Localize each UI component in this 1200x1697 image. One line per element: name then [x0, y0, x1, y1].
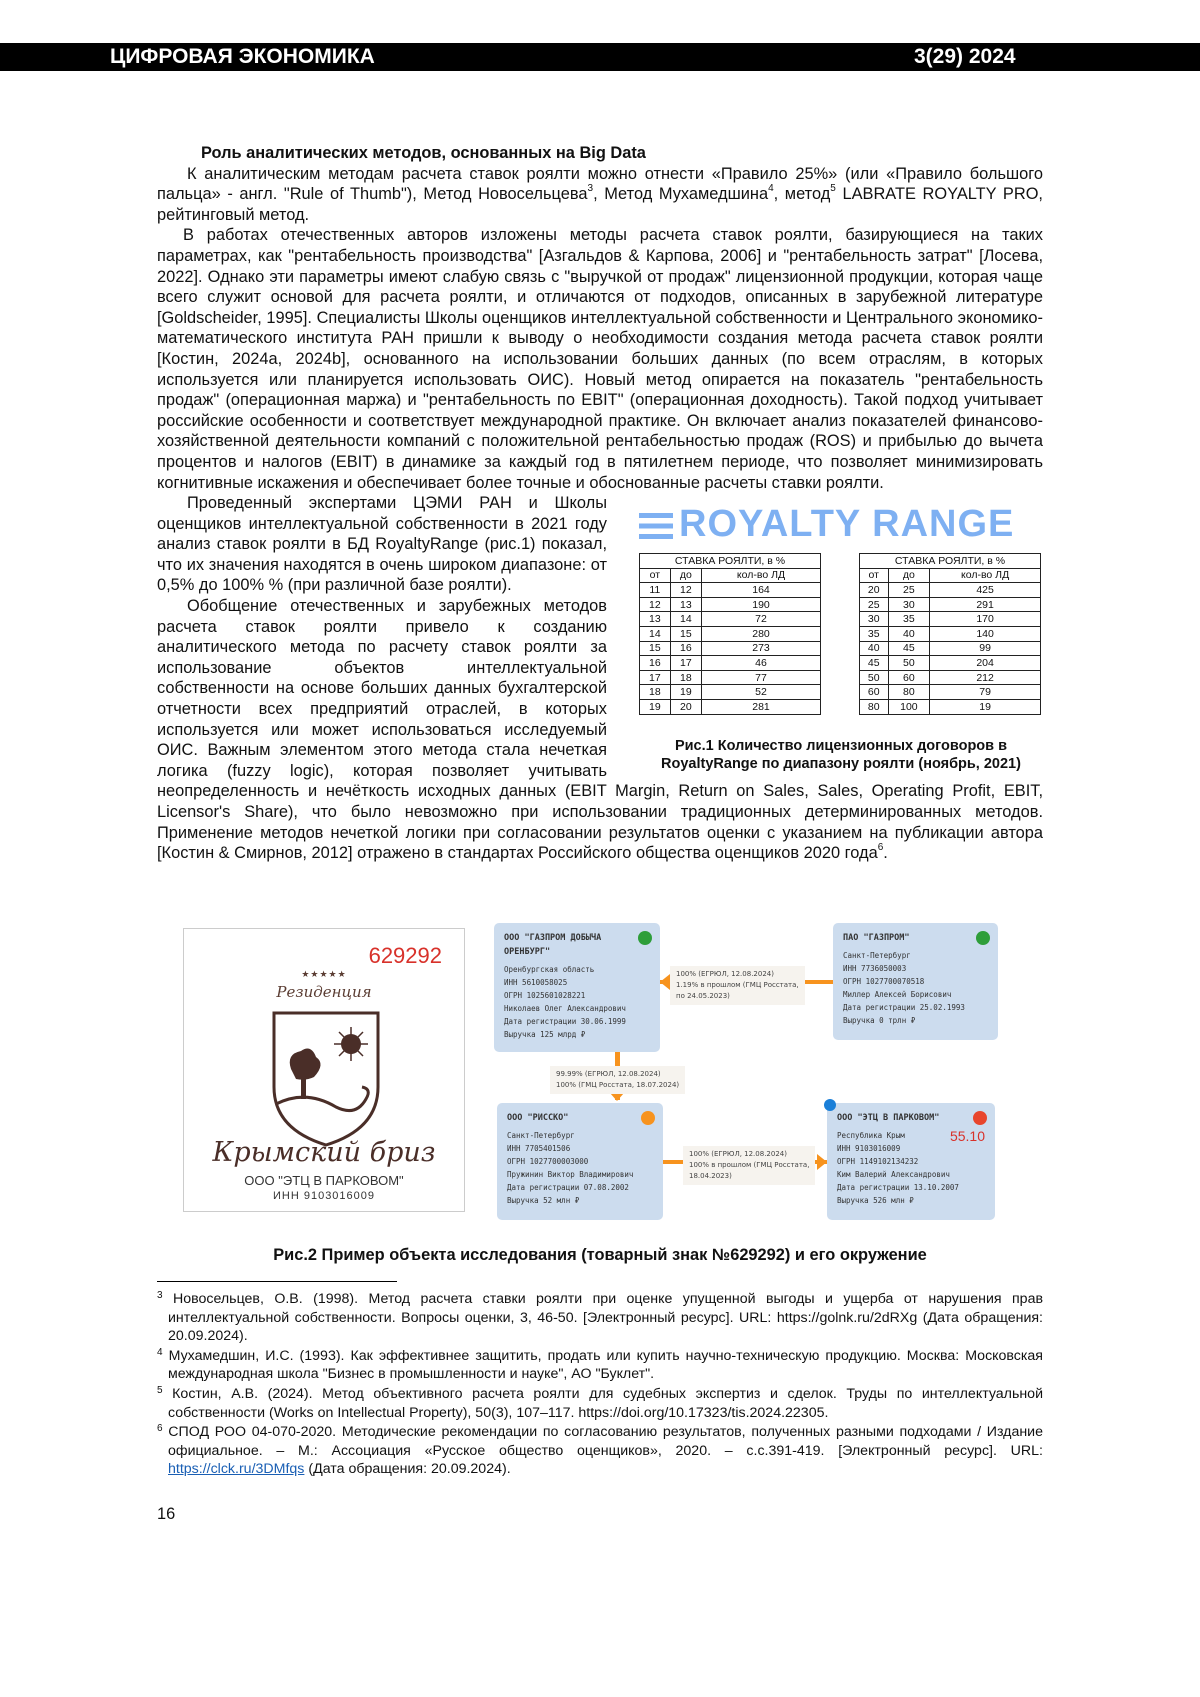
- company-detail: Ким Валерий Александрович: [837, 1168, 985, 1181]
- trademark-owner: ООО "ЭТЦ В ПАРКОВОМ": [184, 1173, 464, 1188]
- company-detail: Выручка 52 млн ₽: [507, 1194, 653, 1207]
- issue-number: 3(29) 2024: [914, 43, 1016, 71]
- table-cell: 16: [640, 656, 671, 671]
- table-cell: 52: [702, 685, 821, 700]
- company-detail: Пружинин Виктор Владимирович: [507, 1168, 653, 1181]
- table-row: [640, 656, 821, 671]
- table-cell: 14: [640, 627, 671, 642]
- table-row: [860, 597, 1041, 612]
- table-cell: 35: [860, 627, 889, 642]
- table-cell: 204: [930, 656, 1041, 671]
- trademark-number: 629292: [369, 943, 442, 969]
- column-header: до: [670, 568, 701, 583]
- company-detail: Дата регистрации 13.10.2007: [837, 1181, 985, 1194]
- column-header: от: [860, 568, 889, 583]
- table-cell: 291: [930, 597, 1041, 612]
- shield-emblem-icon: [266, 1009, 386, 1149]
- table-cell: 15: [670, 627, 701, 642]
- company-detail: Николаев Олег Александрович: [504, 1002, 650, 1015]
- table-cell: 25: [860, 597, 889, 612]
- figure-2: [0, 920, 1200, 1220]
- figure-1: [631, 499, 1051, 773]
- footnote: 3 Новосельцев, О.В. (1998). Метод расчета ставки роялти при оценке упущенной выгоды и ущерба от нарушения прав интеллектуальной собственности. Вопросы оценки, 3, 46-50. [Электронный ресурс]. URL: https://golnk.ru/2dRXg (Дата обращения: 20.09.2024).: [157, 1290, 1043, 1346]
- table-cell: 50: [888, 656, 930, 671]
- table-cell: 19: [670, 685, 701, 700]
- table-row: [860, 627, 1041, 642]
- table-cell: 19: [930, 700, 1041, 715]
- table-cell: 20: [670, 700, 701, 715]
- table-row: [640, 685, 821, 700]
- trademark-inn: ИНН 9103016009: [184, 1190, 464, 1202]
- company-detail: Дата регистрации 30.06.1999: [504, 1015, 650, 1028]
- table-cell: 45: [888, 641, 930, 656]
- table-cell: 15: [640, 641, 671, 656]
- status-icon: [641, 1111, 655, 1125]
- company-name: ООО "РИССКО": [507, 1111, 627, 1125]
- journal-title: ЦИФРОВАЯ ЭКОНОМИКА: [110, 43, 375, 71]
- table-cell: 12: [670, 583, 701, 598]
- arrow-right-icon: [817, 1154, 827, 1170]
- company-card[interactable]: [494, 923, 660, 1052]
- footnote-number: 5: [157, 1385, 163, 1396]
- table-cell: 60: [888, 670, 930, 685]
- footnotes: [157, 1290, 1043, 1480]
- table-cell: 25: [888, 583, 930, 598]
- company-name: ООО "ЭТЦ В ПАРКОВОМ": [837, 1111, 957, 1125]
- footnote-number: 4: [157, 1347, 163, 1358]
- company-detail: Санкт-Петербург: [843, 949, 988, 962]
- company-card[interactable]: [827, 1103, 995, 1220]
- column-header: кол-во ЛД: [930, 568, 1041, 583]
- status-icon: [973, 1111, 987, 1125]
- company-detail: ОГРН 1027700070518: [843, 975, 988, 988]
- company-card[interactable]: [833, 923, 998, 1040]
- arrow-down-icon: [610, 1093, 624, 1101]
- company-detail: Дата регистрации 25.02.1993: [843, 1001, 988, 1014]
- table-cell: 35: [888, 612, 930, 627]
- trademark-word-main: Крымский бриз: [184, 1137, 464, 1168]
- paragraph: Проведенный экспертами ЦЭМИ РАН и Школы оценщиков интеллектуальной собственности в 2021 году анализ ставок роялти в БД RoyaltyRange (рис.1) показал, что их значения находятся в очень широком диапазоне: от 0,5% до 100% % (при различной базе роялти).: [157, 493, 1043, 596]
- table-row: [640, 583, 821, 598]
- table-row: [860, 612, 1041, 627]
- paragraph: В работах отечественных авторов изложены методы расчета ставок роялти, базирующиеся на таких параметрах, как "рентабельность производства" [Азгальдов & Карпова, 2006] и "рентабельность затрат" [Лосева, 2022]. Однако эти параметры имеют слабую связь с "выручкой от продаж" лицензионной продукции, которая чаще всего служит основой для расчета роялти, и отличаются от подходов, описанных в зарубежной литературе [Goldscheider, 1995]. Специалисты Школы оценщиков интеллектуальной собственности и Центрального экономико-математического института РАН пришли к выводу о необходимости создания метода расчета ставок роялти [Костин, 2024a, 2024b], основанного на использовании больших данных (по всем отраслям, в которых используется или планируется использовать ОИС). Новый метод опирается на показатель "рентабельность продаж" (операционная маржа) и "рентабельность по EBIT" (операционная доходность). Такой подход учитывает российские особенности и соответствует международной практике. Он включает анализ показателей финансово-хозяйственной деятельности компаний с положительной рентабельностью продаж (ROS) и прибылью до вычета процентов и налогов (EBIT) в динамике за каждый год в пятилетнем периоде, что позволяет минимизировать когнитивные искажения и обеспечивает более точные и обоснованные расчеты ставки роялти.: [157, 225, 1043, 493]
- menu-bars-icon: [639, 513, 673, 539]
- company-detail: Миллер Алексей Борисович: [843, 988, 988, 1001]
- royalty-table-left: [639, 553, 821, 715]
- table-row: [640, 670, 821, 685]
- company-name: ПАО "ГАЗПРОМ": [843, 931, 963, 945]
- ownership-label: 99.99% (ЕГРЮЛ, 12.08.2024) 100% (ГМЦ Росстата, 18.07.2024): [550, 1066, 685, 1094]
- status-icon: [638, 931, 652, 945]
- company-detail: Республика Крым: [837, 1129, 985, 1142]
- table-cell: 281: [702, 700, 821, 715]
- trademark-word-top: Резиденция: [184, 983, 464, 1001]
- table-cell: 100: [888, 700, 930, 715]
- table-row: [640, 627, 821, 642]
- footnote-divider: [157, 1281, 397, 1282]
- table-cell: 140: [930, 627, 1041, 642]
- table-cell: 45: [860, 656, 889, 671]
- column-header: кол-во ЛД: [702, 568, 821, 583]
- table-cell: 18: [640, 685, 671, 700]
- footnote-link[interactable]: https://clck.ru/3DMfqs: [168, 1461, 304, 1477]
- company-card[interactable]: [497, 1103, 663, 1220]
- company-detail: ИНН 9103016009: [837, 1142, 985, 1155]
- table-cell: 280: [702, 627, 821, 642]
- footnote: 6 СПОД РОО 04-070-2020. Методические рекомендации по согласованию результатов, полученных разными подходами / Издание официальное. – М.: Ассоциация «Русское общество оценщиков», 2020. – с.с.391-419. [Электронный ресурс]. URL: https://clck.ru/3DMfqs (Дата обращения: 20.09.2024).: [157, 1423, 1043, 1479]
- table-cell: 50: [860, 670, 889, 685]
- table-cell: 19: [640, 700, 671, 715]
- table-row: [640, 612, 821, 627]
- table-cell: 80: [888, 685, 930, 700]
- table-cell: 164: [702, 583, 821, 598]
- table-cell: 14: [670, 612, 701, 627]
- company-name: ООО "ГАЗПРОМ ДОБЫЧА ОРЕНБУРГ": [504, 931, 624, 959]
- table-cell: 30: [860, 612, 889, 627]
- table-row: [640, 700, 821, 715]
- table-cell: 60: [860, 685, 889, 700]
- arrow-left-icon: [660, 974, 670, 990]
- table-cell: 17: [670, 656, 701, 671]
- table-title: СТАВКА РОЯЛТИ, в %: [860, 554, 1041, 569]
- table-cell: 99: [930, 641, 1041, 656]
- paragraph: Обобщение отечественных и зарубежных методов расчета ставок роялти привело к созданию аналитического метода по расчету ставок роялти за использование объектов интеллектуальной собственности на основе больших данных бухгалтерской отчетности всех предприятий отраслей, в которых используется или может использоваться исследуемый ОИС. Важным элементом этого метода стала нечеткая логика (fuzzy logic), которая позволяет учитывать неопределенность и нечёткость исходных данных (EBIT Margin, Return on Sales, Sales, Operating Profit, EBIT, Licensor's Share), что было невозможно при использовании традиционных детерминированных методов. Применение методов нечеткой логики при согласовании результатов оценки с указанием на публикации автора [Костин & Смирнов, 2012] отражено в стандартах Российского общества оценщиков 2020 года6.: [157, 596, 1043, 864]
- table-cell: 12: [640, 597, 671, 612]
- company-detail: Выручка 526 млн ₽: [837, 1194, 985, 1207]
- company-detail: Дата регистрации 07.08.2002: [507, 1181, 653, 1194]
- table-cell: 79: [930, 685, 1041, 700]
- column-header: от: [640, 568, 671, 583]
- footnote: 4 Мухамедшин, И.С. (1993). Как эффективнее защитить, продать или купить научно-техническую продукцию. Москва: Московская международная школа "Бизнес в промышленности и науке", АО "Буклет".: [157, 1347, 1043, 1384]
- ownership-label: 100% (ЕГРЮЛ, 12.08.2024) 1.19% в прошлом (ГМЦ Росстата, по 24.05.2023): [670, 966, 805, 1005]
- journal-header: [0, 43, 1200, 71]
- column-header: до: [888, 568, 930, 583]
- paragraph: К аналитическим методам расчета ставок роялти можно отнести «Правило 25%» (или «Правило большого пальца» - англ. "Rule of Thumb"), Метод Новосельцева3, Метод Мухамедшина4, метод5 LABRATE ROYALTY PRO, рейтинговый метод.: [157, 164, 1043, 226]
- footnote-number: 6: [157, 1423, 163, 1434]
- footnote: 5 Костин, А.В. (2024). Метод объективного расчета роялти для судебных экспертиз и сделок. Труды по интеллектуальной собственности (Works on Intellectual Property), 50(3), 107–117. https://doi.org/10.17323/tis.2024.22305.: [157, 1385, 1043, 1422]
- table-cell: 425: [930, 583, 1041, 598]
- table-cell: 273: [702, 641, 821, 656]
- page-number: 16: [157, 1505, 175, 1524]
- table-cell: 11: [640, 583, 671, 598]
- ownership-label: 100% (ЕГРЮЛ, 12.08.2024) 100% в прошлом (ГМЦ Росстата, 18.04.2023): [683, 1146, 815, 1185]
- table-cell: 77: [702, 670, 821, 685]
- table-row: [860, 670, 1041, 685]
- article-body: [157, 143, 1043, 864]
- table-cell: 80: [860, 700, 889, 715]
- table-title: СТАВКА РОЯЛТИ, в %: [640, 554, 821, 569]
- company-detail: Выручка 125 млрд ₽: [504, 1028, 650, 1041]
- trademark-image: [183, 928, 465, 1212]
- table-cell: 40: [888, 627, 930, 642]
- table-row: [860, 641, 1041, 656]
- table-cell: 20: [860, 583, 889, 598]
- blue-marker-icon: [824, 1099, 836, 1111]
- section-title: Роль аналитических методов, основанных на Big Data: [157, 143, 1043, 164]
- table-row: [860, 700, 1041, 715]
- table-cell: 17: [640, 670, 671, 685]
- figure-2-caption: Рис.2 Пример объекта исследования (товарный знак №629292) и его окружение: [0, 1246, 1200, 1265]
- table-row: [640, 597, 821, 612]
- table-cell: 30: [888, 597, 930, 612]
- table-cell: 72: [702, 612, 821, 627]
- table-cell: 13: [670, 597, 701, 612]
- table-cell: 18: [670, 670, 701, 685]
- table-cell: 13: [640, 612, 671, 627]
- company-detail: Санкт-Петербург: [507, 1129, 653, 1142]
- footnote-number: 3: [157, 1290, 163, 1301]
- table-cell: 46: [702, 656, 821, 671]
- figure-1-caption: Рис.1 Количество лицензионных договоров в RoyaltyRange по диапазону роялти (ноябрь, 2021): [631, 737, 1051, 773]
- table-row: [860, 656, 1041, 671]
- table-cell: 16: [670, 641, 701, 656]
- table-cell: 170: [930, 612, 1041, 627]
- company-detail: ОГРН 1149102134232: [837, 1155, 985, 1168]
- table-row: [640, 641, 821, 656]
- table-row: [860, 583, 1041, 598]
- royalty-table-right: [859, 553, 1041, 715]
- table-cell: 40: [860, 641, 889, 656]
- company-detail: ИНН 7736050003: [843, 962, 988, 975]
- trademark-stars: ★★★★★: [184, 969, 464, 980]
- company-detail: ИНН 7705401506: [507, 1142, 653, 1155]
- table-cell: 190: [702, 597, 821, 612]
- company-value: 55.10: [950, 1129, 985, 1143]
- table-row: [860, 685, 1041, 700]
- company-detail: Оренбургская область: [504, 963, 650, 976]
- royaltyrange-logo: ROYALTY RANGE: [631, 499, 1051, 549]
- status-icon: [976, 931, 990, 945]
- company-detail: ОГРН 1025601028221: [504, 989, 650, 1002]
- company-detail: ИНН 5610058025: [504, 976, 650, 989]
- table-cell: 212: [930, 670, 1041, 685]
- company-detail: ОГРН 1027700003000: [507, 1155, 653, 1168]
- company-detail: Выручка 0 трлн ₽: [843, 1014, 988, 1027]
